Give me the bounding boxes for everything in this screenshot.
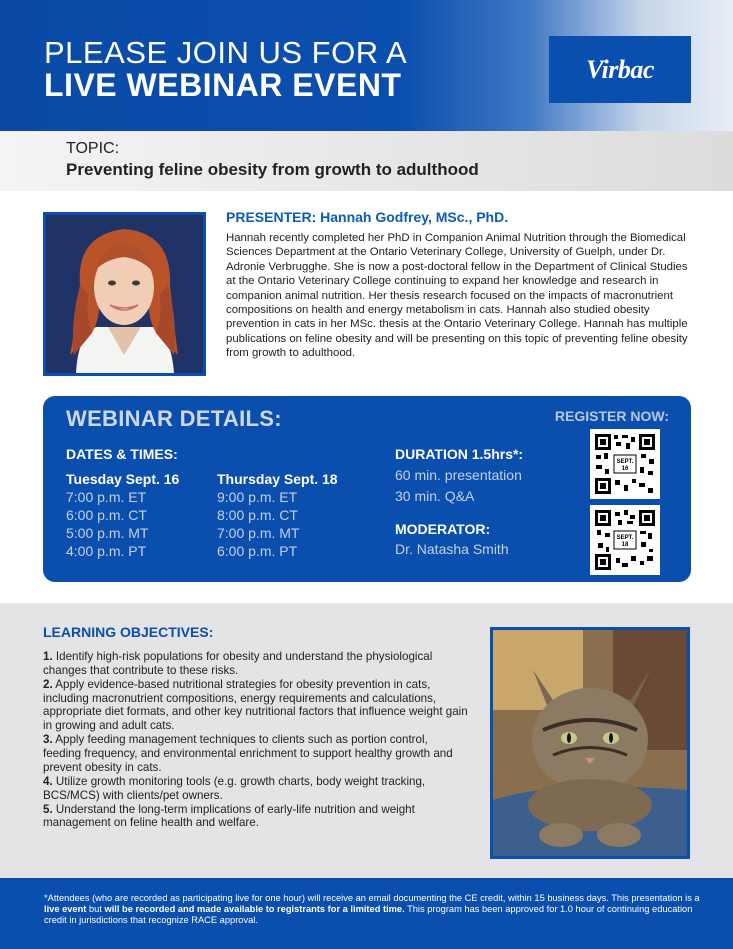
session-time: 6:00 p.m. PT bbox=[217, 543, 298, 559]
qr-label-top: SEPT. bbox=[616, 459, 634, 465]
details-title: WEBINAR DETAILS: bbox=[66, 406, 282, 431]
duration-line: 30 min. Q&A bbox=[395, 488, 475, 504]
moderator-name: Dr. Natasha Smith bbox=[395, 541, 509, 557]
qr-label-bottom: 16 bbox=[621, 466, 629, 472]
header-line2: LIVE WEBINAR EVENT bbox=[44, 67, 402, 103]
presenter-photo bbox=[43, 212, 206, 376]
session-time: 9:00 p.m. ET bbox=[217, 489, 298, 505]
qr-code-icon bbox=[594, 433, 656, 495]
session-thursday bbox=[217, 470, 338, 560]
qr-code-sept-16[interactable] bbox=[590, 429, 660, 499]
duration-lines bbox=[395, 465, 522, 507]
session-day: Tuesday Sept. 16 bbox=[66, 471, 180, 487]
session-time: 6:00 p.m. CT bbox=[66, 507, 147, 523]
header-line1: PLEASE JOIN US FOR A bbox=[44, 35, 408, 70]
presenter-portrait-icon bbox=[46, 215, 203, 373]
qr-code-icon bbox=[594, 509, 656, 571]
qr-code-sept-18[interactable] bbox=[590, 505, 660, 575]
session-day: Thursday Sept. 18 bbox=[217, 471, 338, 487]
cat-icon bbox=[493, 630, 687, 856]
objective-item: 5. Understand the long-term implications of early-life nutrition and weight management on feline health and welfare. bbox=[43, 802, 415, 830]
virbac-logo bbox=[549, 36, 691, 103]
cat-photo bbox=[490, 627, 690, 859]
topic-title: Preventing feline obesity from growth to adulthood bbox=[66, 160, 479, 179]
qr-label-bottom: 18 bbox=[621, 542, 629, 548]
qr-label-top: SEPT. bbox=[616, 535, 634, 541]
objective-item: 4. Utilize growth monitoring tools (e.g. growth charts, body weight tracking, BCS/MCS) with clients/pet owners. bbox=[43, 774, 426, 802]
session-time: 7:00 p.m. MT bbox=[217, 525, 300, 541]
presenter-bio: Hannah recently completed her PhD in Companion Animal Nutrition through the Biomedical Sciences Department at the Ontario Veterinary College, University of Guelph, under Dr. Adronie Verbrugghe. She is now a post-doctoral fellow in the Department of Clinical Studies at the Ontario Veterinary College continuing to expand her knowledge and research in companion animal nutrition. Her thesis research focused on the impacts of macronutrient compositions on health and energy metabolism in cats. Hannah also studied obesity prevention in cats in her MSc. thesis at the Ontario Veterinary College. Hannah has multiple publications on feline obesity and will be presenting on this topic of preventing feline obesity from growth to adulthood. bbox=[226, 232, 688, 360]
session-time: 7:00 p.m. ET bbox=[66, 489, 147, 505]
session-time: 4:00 p.m. PT bbox=[66, 543, 147, 559]
session-tuesday bbox=[66, 470, 179, 560]
register-now-label: REGISTER NOW: bbox=[554, 408, 669, 424]
objective-item: 1. Identify high-risk populations for obesity and understand the physiological changes that contribute to these risks. bbox=[43, 650, 433, 677]
presenter-heading: PRESENTER: Hannah Godfrey, MSc., PhD. bbox=[226, 209, 509, 225]
duration-label: DURATION 1.5hrs*: bbox=[395, 446, 524, 462]
topic-label: TOPIC: bbox=[66, 140, 120, 157]
footer-disclaimer: *Attendees (who are recorded as participating live for one hour) will receive an email documenting the CE credit, within 15 business days. This presentation is a live event but will be recorded and made available to registrants for a limited time. This program has been approved for 1.0 hour of continuing education credit in jurisdictions that recognize RACE approval. bbox=[44, 893, 700, 925]
objectives-list bbox=[43, 650, 468, 831]
dates-label: DATES & TIMES: bbox=[66, 446, 178, 462]
duration-line: 60 min. presentation bbox=[395, 467, 522, 483]
session-time: 8:00 p.m. CT bbox=[217, 507, 298, 523]
moderator-label: MODERATOR: bbox=[395, 521, 491, 537]
objectives-title: LEARNING OBJECTIVES: bbox=[43, 624, 214, 640]
session-time: 5:00 p.m. MT bbox=[66, 525, 149, 541]
objective-item: 2. Apply evidence-based nutritional strategies for obesity prevention in cats, including macronutrient compositions, energy requirements and calculations, appropriate diet formats, and other key nutritional factors that influence weight gain in growing and adult cats. bbox=[43, 677, 468, 733]
logo-text: Virbac bbox=[586, 54, 654, 84]
webinar-details-panel bbox=[43, 396, 691, 582]
objective-item: 3. Apply feeding management techniques to clients such as portion control, feeding frequency, and environmental enrichment to support healthy growth and prevent obesity in cats. bbox=[43, 733, 453, 774]
